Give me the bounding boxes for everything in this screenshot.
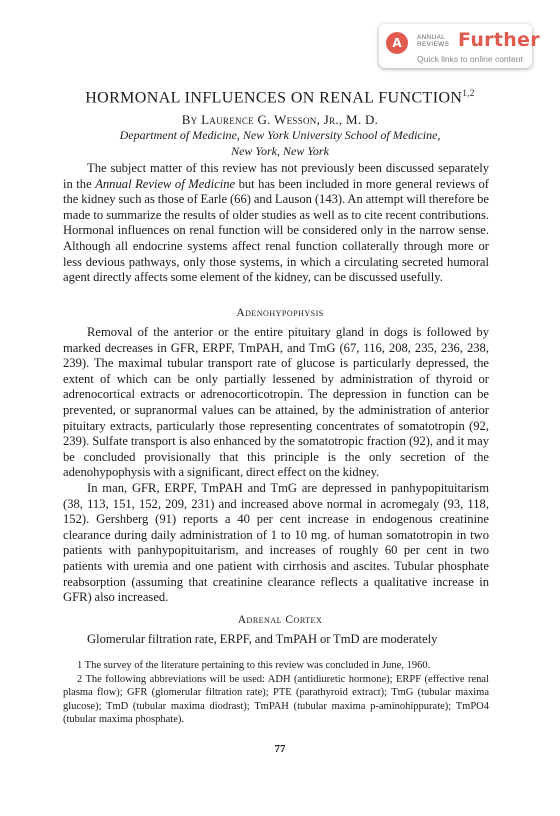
footnote-2: 2 The following abbreviations will be used: ADH (antidiuretic hormone); ERPF (effective renal plasma flow); GFR (glomerular filtration rate); PTE (parathyroid extract); TmG (tubular maxima glucose); TmD (tubular maxima diodrast); TmPAH (tubular maxima p-aminohippurate); TmPO4 (tubular maxima phosphate). xyxy=(63,673,489,726)
further-badge[interactable] xyxy=(379,24,540,68)
intro-paragraph-block xyxy=(63,161,489,286)
affiliation xyxy=(40,127,520,159)
paragraph-3: In man, GFR, ERPF, TmPAH and TmG are depressed in panhypopituitarism (38, 113, 151, 152, 209, 231) and increased above normal in acromegaly (93, 118, 152). Gershberg (91) reports a 40 per cent increase in endogenous creatinine clearance during daily administration of 1 to 10 mg. of human somatotropin in two patients with panhypopituitarism, and increases of roughly 60 per cent in two patients with uremia and one patient with cirrhosis and ascites. Tubular phosphate reabsorption (assuming that creatinine clearance reflects a qualitative increase in GFR) also increased. xyxy=(63,480,489,605)
wordmark-line1: ANNUAL xyxy=(417,34,446,41)
annual-reviews-logo-icon: A xyxy=(386,32,408,54)
article-title-text: HORMONAL INFLUENCES ON RENAL FUNCTION xyxy=(85,89,463,107)
footnotes xyxy=(63,659,489,727)
badge-title: Further xyxy=(458,29,540,51)
adenohypophysis-section xyxy=(63,325,489,606)
intro-paragraph xyxy=(63,161,489,286)
title-footnote-marks: 1,2 xyxy=(462,88,475,98)
annual-reviews-wordmark xyxy=(417,34,457,48)
journal-name: Annual Review of Medicine xyxy=(95,176,236,191)
wordmark-line2: REVIEWS xyxy=(417,41,450,48)
section-heading-adenohypophysis: Adenohypophysis xyxy=(236,307,324,319)
section-heading-adrenal-cortex: Adrenal Cortex xyxy=(237,614,323,626)
affiliation-line1: Department of Medicine, New York University School of Medicine, xyxy=(119,128,441,142)
paragraph-2: Removal of the anterior or the entire pituitary gland in dogs is followed by marked decreases in GFR, ERPF, TmPAH, and TmG (67, 116, 208, 235, 236, 238, 239). The maximal tubular transport rate of glucose is particularly depressed, the extent of which can be only partially lessened by administration of thyroid or adrenocortical extracts or adrenocorticotropin. The depression in function can be prevented, or supranormal values can be attained, by the administration of anterior pituitary extracts, particularly those representing concentrates of somatotropin (92, 239). Sulfate transport is also enhanced by the somatotropic fraction (92), and it may be concluded provisionally that this principle is the only secretion of the adenohypophysis with a significant, direct effect on the kidney. xyxy=(63,325,489,480)
badge-subtitle: Quick links to online content xyxy=(417,54,523,64)
affiliation-line2: New York, New York xyxy=(231,144,329,158)
article-title xyxy=(40,88,520,107)
paragraph-4: Glomerular filtration rate, ERPF, and TmPAH or TmD are moderately xyxy=(87,632,438,646)
intro-text-a: The subject matter of this review has not previously been discussed separately in the xyxy=(63,161,489,191)
author-line: By Laurence G. Wesson, Jr., M. D. xyxy=(181,112,379,127)
intro-text-b: but has been included in more general reviews of the kidney such as those of Earle (66) and Lauson (143). An attempt will therefore be made to summarize the results of older studies as well as to cite recent contributions. Hormonal influences on renal function will be considered only in the narrow sense. Although all endocrine systems affect renal function collaterally through more or less devious pathways, only those systems, in which a circulating secreted humoral agent directly affects some element of the kidney, can be discussed usefully. xyxy=(63,176,489,285)
page-number: 77 xyxy=(274,743,286,755)
footnote-1: 1 The survey of the literature pertaining to this review was concluded in June, 1960. xyxy=(77,660,431,671)
adrenal-section xyxy=(63,632,489,648)
